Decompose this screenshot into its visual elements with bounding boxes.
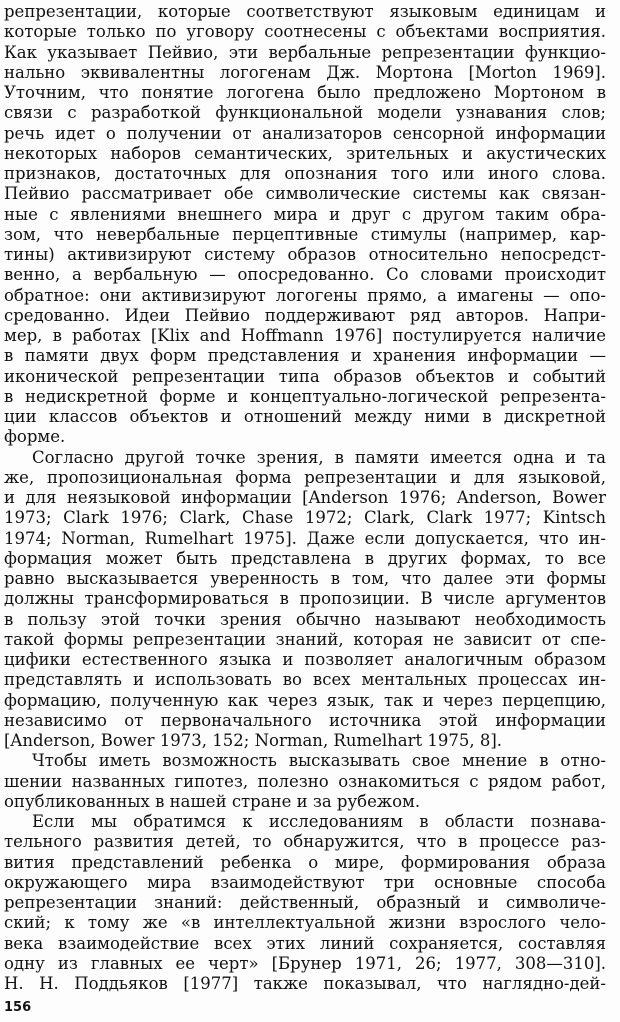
paragraph-start-line: Чтобы иметь возможность высказывать свое мнение в отно- [32,751,606,771]
text-line: признаков, достаточных для опознания того или иного слова. [4,164,606,183]
page-number: 156 [4,1000,32,1015]
text-line: которые только по уговору соотнесены с объектами восприятия. [4,22,606,42]
text-line: нально эквивалентны логогенам Дж. Мортона [Morton 1969]. [4,62,606,82]
text-line: 1974; Norman, Rumelhart 1975]. Даже если допускается, что ин- [4,528,606,548]
text-line: Как указывает Пейвио, эти вербальные репрезентации функцио- [4,42,606,62]
text-line: цифики естественного языка и позволяет аналогичным образом [4,650,606,669]
text-line: Н. Н. Поддьяков [1977] также показывал, что наглядно-дей- [4,974,606,993]
text-line: Уточним, что понятие логогена было предложено Мортоном в [4,83,606,102]
text-line: тины) активизируют систему образов относительно непосредст- [4,245,606,264]
paragraph-end-line: форме. [4,427,66,447]
text-line: речь идет о получении от анализаторов сенсорной информации [4,123,606,143]
text-line: мер, в работах [Klix and Hoffmann 1976] постулируется наличие [4,326,606,345]
text-line: обратное: они активизируют логогены прямо, а имагены — опо- [4,285,606,305]
text-line: должны трансформироваться в пропозиции. В числе аргументов [4,589,606,609]
text-line: формация может быть представлена в других формах, то все [4,548,606,568]
text-line: и для неязыковой информации [Anderson 1976; Anderson, Bower [4,488,606,507]
text-line: равно высказывается уверенность в том, что далее эти формы [4,569,606,588]
body-text [4,2,606,994]
text-line: независимо от первоначального источника этой информации [4,710,606,730]
text-line: связи с разработкой функциональной модели узнавания слов; [4,103,606,123]
paragraph-end-line: опубликованных в нашей стране и за рубежом. [4,791,421,811]
text-line: в памяти двух форм представления и хранения информации — [4,346,606,366]
text-line: окружающего мира взаимодействуют три основные способа [4,872,606,892]
text-line: представлять и использовать во всех ментальных процессах ин- [4,670,606,690]
paragraph-start-line: Согласно другой точке зрения, в памяти имеется одна и та [32,447,606,467]
paragraph-end-line: [Anderson, Bower 1973, 152; Norman, Rumelhart 1975, 8]. [4,731,503,750]
text-line: средованно. Идеи Пейвио поддерживают ряд авторов. Напри- [4,305,606,325]
text-line: в пользу этой точки зрения обычно называют необходимость [4,609,606,629]
text-line: зом, что невербальные перцептивные стимулы (например, кар- [4,224,606,244]
text-line: вития представлений ребенка о мире, формирования образа [4,852,606,872]
text-line: одну из главных ее черт» [Брунер 1971, 26; 1977, 308—310]. [4,953,606,973]
text-line: ные с явлениями внешнего мира и друг с другом таким обра- [4,204,606,224]
text-line: века взаимодействие всех этих линий сохраняется, составляя [4,933,606,953]
text-line: такой формы репрезентации знаний, которая не зависит от спе- [4,629,606,649]
text-line: иконической репрезентации типа образов объектов и событий [4,366,606,386]
text-line: ский; к тому же «в интеллектуальной жизни взрослого чело- [4,913,606,933]
text-line: Пейвио рассматривает обе символические системы как связан- [4,184,606,204]
text-line: шении названных гипотез, полезно ознакомиться с рядом работ, [4,771,606,791]
text-line: формацию, полученную как через язык, так и через перцепцию, [4,690,606,710]
text-line: же, пропозициональная форма репрезентации и для языковой, [4,467,606,487]
text-line: в недискретной форме и концептуально-логической репрезента- [4,386,606,406]
text-line: ции классов объектов и отношений между ними в дискретной [4,407,606,426]
text-line: венно, а вербальную — опосредованно. Со словами происходит [4,265,606,285]
paragraph-start-line: Если мы обратимся к исследованиям в области познава- [32,812,606,831]
text-line: 1973; Clark 1976; Clark, Chase 1972; Clark, Clark 1977; Kintsch [4,508,606,528]
text-line: репрезентации знаний: действенный, образный и символиче- [4,893,606,912]
text-line: репрезентации, которые соответствуют языковым единицам и [4,2,606,21]
text-line: некоторых наборов семантических, зрительных и акустических [4,143,606,163]
text-line: тельного развития детей, то обнаружится, что в процессе раз- [4,832,606,852]
